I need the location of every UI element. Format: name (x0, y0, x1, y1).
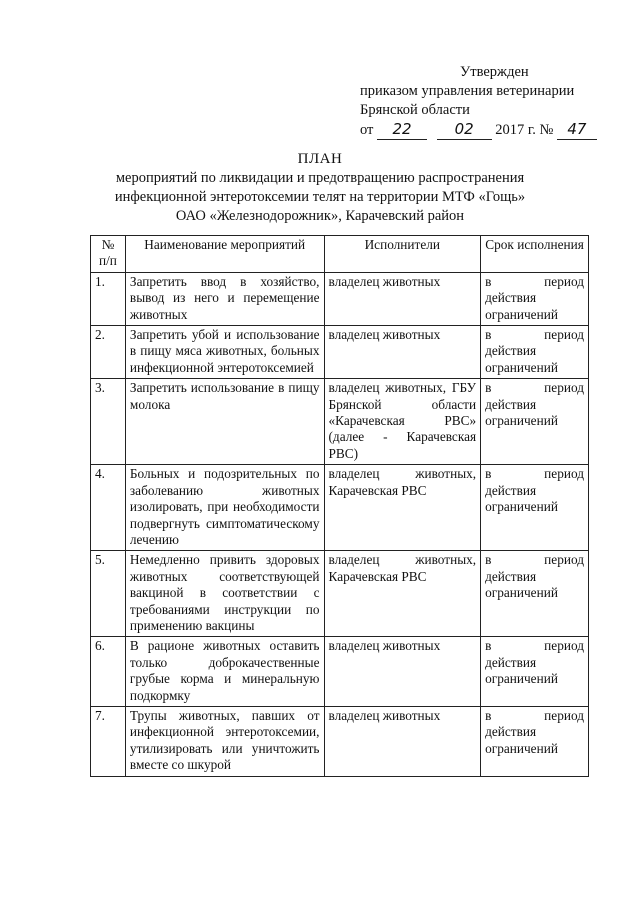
row-number: 4. (91, 465, 126, 551)
heading-line-2: инфекционной энтеротоксемии телят на территории МТФ «Гощь» (114, 189, 526, 205)
row-term: в период действия ограничений (481, 272, 589, 325)
table-row (91, 637, 589, 707)
row-term: в период действия ограничений (481, 465, 589, 551)
row-measure: Трупы животных, павших от инфекционной энтеротоксемии, утилизировать или уничтожить вместе со шкурой (125, 706, 324, 776)
row-executors: владелец животных (324, 637, 481, 707)
row-measure: Запретить ввод в хозяйство, вывод из него и перемещение животных (125, 272, 324, 325)
table-row (91, 272, 589, 325)
row-number: 3. (91, 379, 126, 465)
row-executors: владелец животных, Карачевская РВС (324, 551, 481, 637)
row-number: 1. (91, 272, 126, 325)
row-term: в период действия ограничений (481, 326, 589, 379)
row-number: 7. (91, 706, 126, 776)
row-number: 2. (91, 326, 126, 379)
row-measure: В рационе животных оставить только доброкачественные грубые корма и минеральную подкормку (125, 637, 324, 707)
approval-date-day: 22 (377, 120, 427, 140)
approval-block (360, 63, 600, 140)
table-row (91, 551, 589, 637)
table-row (91, 379, 589, 465)
table-row (91, 326, 589, 379)
approval-year: 2017 г. № (495, 122, 554, 138)
document-title: ПЛАН (297, 151, 343, 167)
header-number: № п/п (91, 236, 126, 273)
header-measure: Наименование мероприятий (125, 236, 324, 273)
row-number: 5. (91, 551, 126, 637)
approval-line-order: приказом управления ветеринарии (360, 83, 575, 99)
row-executors: владелец животных (324, 706, 481, 776)
row-executors: владелец животных (324, 326, 481, 379)
approval-title: Утвержден (460, 64, 529, 80)
header-term: Срок исполнения (481, 236, 589, 273)
table-row (91, 706, 589, 776)
approval-number: 47 (557, 120, 597, 140)
table-row (91, 465, 589, 551)
row-measure: Запретить использование в пищу молока (125, 379, 324, 465)
row-executors: владелец животных (324, 272, 481, 325)
row-term: в период действия ограничений (481, 551, 589, 637)
row-executors: владелец животных, ГБУ Брянской области «Карачевская РВС» (далее - Карачевская РВС) (324, 379, 481, 465)
row-measure: Немедленно привить здоровых животных соответствующей вакциной в соответствии с требованиями инструкции по применению вакцины (125, 551, 324, 637)
row-term: в период действия ограничений (481, 379, 589, 465)
row-term: в период действия ограничений (481, 637, 589, 707)
row-measure: Запретить убой и использование в пищу мяса животных, больных инфекционной энтеротоксемией (125, 326, 324, 379)
measures-table (90, 235, 589, 777)
approval-date-line (360, 120, 600, 140)
document-heading (100, 150, 540, 226)
header-executors: Исполнители (324, 236, 481, 273)
approval-date-month: 02 (437, 120, 492, 140)
heading-line-3: ОАО «Железнодорожник», Карачевский район (175, 208, 465, 224)
row-executors: владелец животных, Карачевская РВС (324, 465, 481, 551)
approval-line-region: Брянской области (360, 102, 470, 118)
heading-line-1: мероприятий по ликвидации и предотвращению распространения (115, 170, 525, 186)
approval-date-prefix: от (360, 122, 374, 138)
table-header-row (91, 236, 589, 273)
row-number: 6. (91, 637, 126, 707)
row-term: в период действия ограничений (481, 706, 589, 776)
row-measure: Больных и подозрительных по заболеванию животных изолировать, при необходимости подвергнуть симптоматическому лечению (125, 465, 324, 551)
